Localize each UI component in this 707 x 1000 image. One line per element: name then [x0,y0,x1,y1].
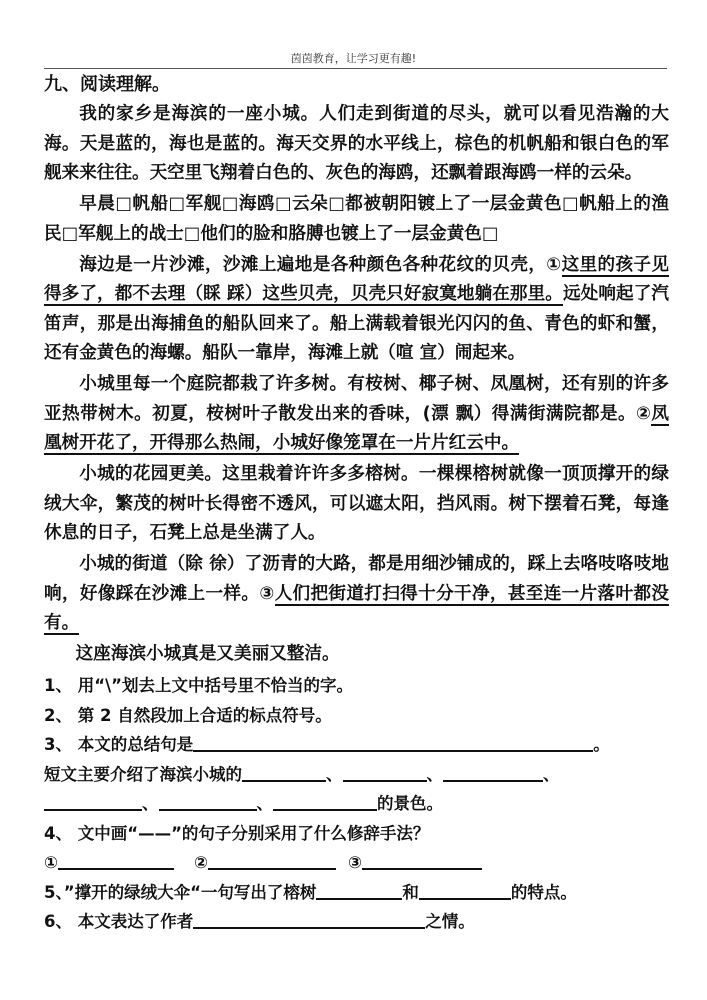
question-3-c [44,789,669,819]
question-2: 2、 第 2 自然段加上合适的标点符号。 [44,705,332,725]
answer-blank-rhetoric-3[interactable] [362,852,482,871]
answer-label-1: ① [44,853,58,872]
question-3-period: 。 [593,735,610,754]
worksheet [44,70,669,937]
question-4-answers [44,848,669,878]
answer-blank-aspect-2[interactable] [343,763,427,782]
underlined-sentence-2: 凤凰树开花了，开得那么热闹，小城好像笼罩在一片片红云中。 [44,403,669,453]
paragraph-5: 小城的花园更美。这里栽着许许多多榕树。一棵棵榕树就像一顶顶撑开的绿绒大伞，繁茂的树叶长得密不透风，可以遮太阳，挡风雨。树下摆着石凳，每逢休息的日子，石凳上总是坐满了人。 [44,464,669,543]
question-3-b-prompt: 短文主要介绍了海滨小城的 [44,764,242,784]
paragraph-1: 我的家乡是海滨的一座小城。人们走到街道的尽头，就可以看见浩瀚的大海。天是蓝的，海也是蓝的。海天交界的水平线上，棕色的机帆船和银白色的军舰来来往往。天空里飞翔着白色的、灰色的海鸥，还飘着跟海鸥一样的云朵。 [44,104,669,183]
paragraph-2: 早晨□帆船□军舰□海鸥□云朵□都被朝阳镀上了一层金黄色□帆船上的渔民□军舰上的战士□他们的脸和胳膊也镀上了一层金黄色□ [44,194,669,244]
answer-blank-summary[interactable] [193,734,593,753]
answer-label-3: ③ [347,853,362,872]
separator: 、 [256,794,273,813]
header-rule [44,68,667,69]
question-3-c-suffix: 的景色。 [377,794,443,813]
question-3 [44,730,669,760]
question-3-b [44,760,669,790]
answer-label-2: ② [193,853,208,872]
paragraph-6-text-a: 小城的街道（除 徐）了沥青的大路，都是用细沙铺成的，踩上去咯吱咯吱地响，好像踩在沙滩上一样。③ [44,554,669,604]
underlined-sentence-1: 这里的孩子见得多了，都不去理（睬 踩）这些贝壳，贝壳只好寂寞地躺在那里。 [44,254,669,304]
question-5-and: 和 [402,882,419,902]
question-5 [44,878,669,908]
question-6-prompt: 6、 本文表达了作者 [44,912,194,931]
paragraph-3-text-a: 海边是一片沙滩，沙滩上遍地是各种颜色各种花纹的贝壳，① [79,254,562,275]
answer-blank-aspect-3[interactable] [443,763,543,782]
separator: 、 [326,764,343,784]
question-6 [44,907,669,937]
question-5-suffix: 的特点。 [510,882,577,902]
underlined-sentence-3: 人们把街道打扫得十分干净，甚至连一片落叶都没有。 [44,583,669,633]
answer-blank-feature-1[interactable] [316,881,402,900]
paragraph-4-text-a: 小城里每一个庭院都栽了许多树。有桉树、椰子树、凤凰树，还有别的许多亚热带树木。初夏，桉树叶子散发出来的香味，(漂 飘）得满街满院都是。② [44,374,669,424]
question-4: 4、 文中画“——”的句子分别采用了什么修辞手法？ [44,823,430,843]
answer-blank-emotion[interactable] [193,911,425,930]
paragraph-3 [44,251,669,369]
separator: 、 [543,764,560,784]
question-1: 1、 用“\”划去上文中括号里不恰当的字。 [44,676,353,695]
answer-blank-rhetoric-2[interactable] [208,852,336,871]
paragraph-3-text-b: 远处响起了汽笛声，那是出海捕鱼的船队回来了。船上满载着银光闪闪的鱼、青色的虾和蟹，还有金黄色的海螺。船队一靠岸，海滩上就（喧 宣）闹起来。 [44,284,669,363]
paragraph-6 [44,550,669,639]
answer-blank-rhetoric-1[interactable] [58,852,174,871]
answer-blank-aspect-4[interactable] [44,793,142,812]
section-title: 九、阅读理解。 [44,74,170,95]
question-3-prompt: 3、 本文的总结句是 [44,735,194,754]
question-5-prompt: 5、”撑开的绿绒大伞“一句写出了榕树 [44,882,317,902]
answer-blank-aspect-1[interactable] [242,763,326,782]
answer-blank-aspect-6[interactable] [273,793,377,812]
separator: 、 [142,794,159,813]
paragraph-7: 这座海滨小城真是又美丽又整洁。 [75,644,340,664]
separator: 、 [426,764,443,784]
question-6-suffix: 之情。 [425,912,475,931]
answer-blank-feature-2[interactable] [419,881,511,900]
answer-blank-aspect-5[interactable] [159,793,257,812]
paragraph-4 [44,370,669,459]
page-header: 茵茵教育，让学习更有趣! [290,52,417,65]
